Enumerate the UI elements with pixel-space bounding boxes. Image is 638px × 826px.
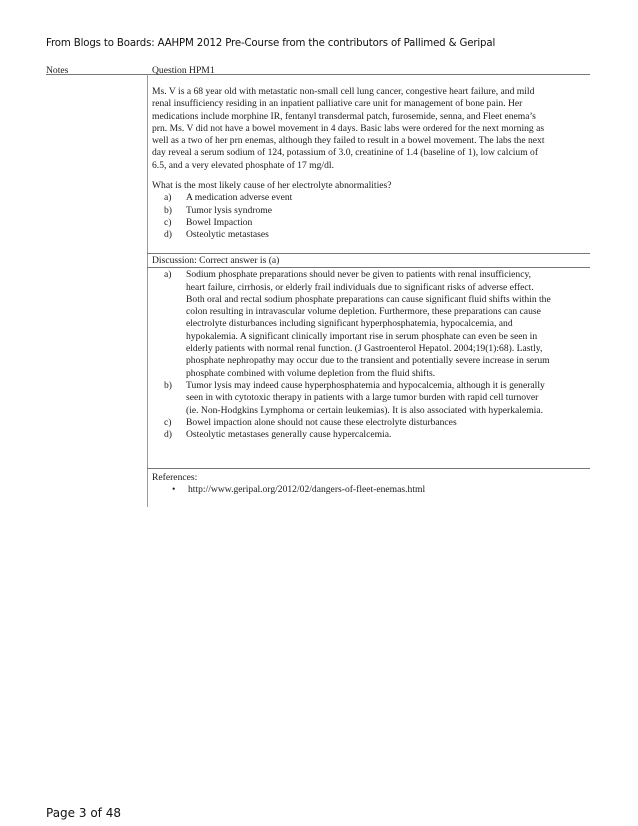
item-text: Tumor lysis may indeed cause hyperphosphatemia and hypocalcemia, although it is generally seen in with cytotoxic therapy in patients with a large tumor burden with rapid cell turnover (ie. Non-Hodgkins Lymphoma or certain leukemias). It is also associated with hyperkalemia. [186, 379, 545, 416]
case-section [152, 86, 552, 242]
option-text: Osteolytic metastases [186, 229, 269, 241]
answer-option [164, 205, 552, 217]
references-heading: References: [152, 472, 198, 483]
item-label: a) [164, 269, 172, 281]
discussion-heading: Discussion: Correct answer is (a) [152, 255, 280, 266]
reference-link[interactable]: http://www.geripal.org/2012/02/dangers-of-fleet-enemas.html [188, 484, 426, 496]
bullet-icon: • [172, 484, 176, 496]
question-title: Question HPM1 [152, 65, 215, 76]
answer-option [164, 217, 552, 229]
discussion-list [152, 269, 552, 441]
discussion-rule [147, 468, 590, 469]
discussion-item [164, 269, 552, 380]
answer-option [164, 229, 552, 241]
case-paragraph: Ms. V is a 68 year old with metastatic non-small cell lung cancer, congestive heart failure, and mild renal insufficiency residing in an inpatient palliative care unit for management of bone pain. Her medications include morphine IR, fentanyl transdermal patch, furosemide, senna, and Fleet enema’s prn. Ms. V did not have a bowel movement in 4 days. Basic labs were ordered for the next morning as well as a two of her prn enemas, although they failed to result in a bowel movement. The labs the next day reveal a serum sodium of 124, potassium of 3.0, creatinine of 1.4 (baseline of 1), low calcium of 6.5, and a very elevated phosphate of 17 mg/dl. [152, 86, 545, 171]
question-rule [147, 253, 590, 254]
item-label: c) [164, 416, 172, 428]
discussion-item [164, 429, 552, 441]
header-rule [46, 74, 590, 75]
option-text: Tumor lysis syndrome [186, 204, 273, 216]
item-text: Osteolytic metastases generally cause hypercalcemia. [186, 429, 392, 441]
option-text: Bowel Impaction [186, 216, 253, 228]
answer-option [164, 192, 552, 204]
option-text: A medication adverse event [186, 192, 293, 204]
option-label: c) [164, 216, 172, 228]
discussion-item [164, 380, 552, 417]
item-text: Sodium phosphate preparations should never be given to patients with renal insufficiency, heart failure, cirrhosis, or elderly frail individuals due to significant risks of adverse effect. Both oral and rectal sodium phosphate preparations can cause significant fluid shifts within the colon resulting in intravascular volume depletion. Furthermore, these preparations can cause electrolyte disturbances including significant hyperphosphatemia, hypocalcemia, and hypokalemia. A significant clinically important rise in serum phosphate can even be seen in elderly patients with normal renal function. (J Gastroenterol Hepatol. 2004;19(1):68). Lastly, phosphate nephropathy may occur due to the transient and potentially severe increase in serum phosphate combined with volume depletion from the fluid shifts. [186, 269, 551, 379]
item-label: d) [164, 429, 172, 441]
item-label: b) [164, 379, 172, 391]
page-header: From Blogs to Boards: AAHPM 2012 Pre-Course from the contributors of Pallimed & Geripal [46, 38, 496, 49]
discussion-section [152, 255, 552, 441]
option-label: b) [164, 204, 172, 216]
column-divider [147, 74, 148, 507]
notes-column-label: Notes [46, 65, 69, 76]
option-label: a) [164, 192, 172, 204]
discussion-item [164, 417, 552, 429]
case-question: What is the most likely cause of her electrolyte abnormalities? [152, 180, 392, 192]
reference-item [152, 484, 552, 496]
item-text: Bowel impaction alone should not cause these electrolyte disturbances [186, 416, 457, 428]
page-number: Page 3 of 48 [46, 806, 121, 820]
option-label: d) [164, 229, 172, 241]
answer-options [152, 192, 552, 241]
references-section [152, 472, 552, 497]
